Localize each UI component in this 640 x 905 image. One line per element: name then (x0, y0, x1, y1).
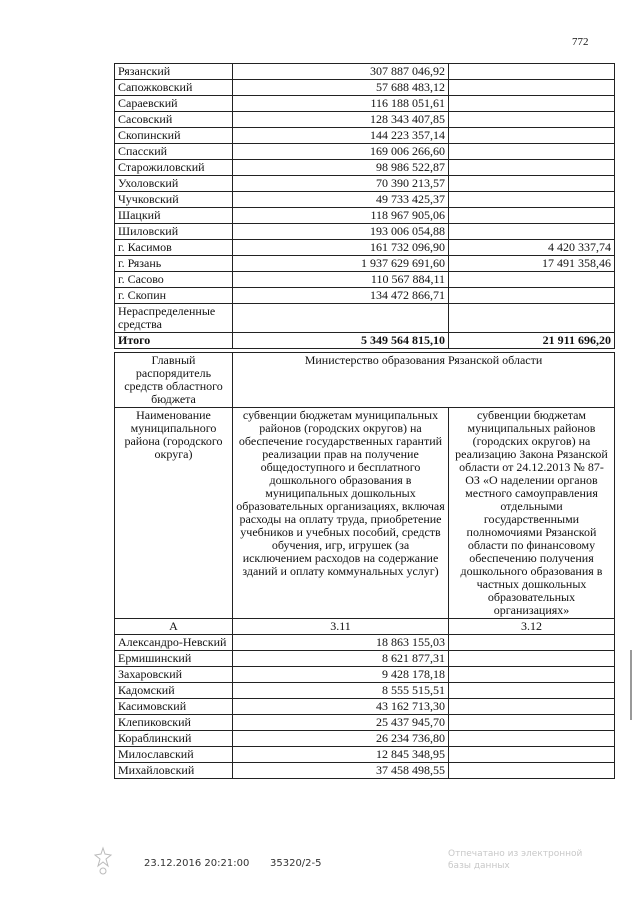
district-name-cell: г. Скопин (115, 288, 233, 304)
amount-cell: 1 937 629 691,60 (233, 256, 449, 272)
watermark-line-2: базы данных (448, 861, 510, 871)
amount-cell (449, 176, 615, 192)
amount-cell: 57 688 483,12 (233, 80, 449, 96)
amount-cell (449, 651, 615, 667)
amount-cell (449, 731, 615, 747)
amount-cell: 18 863 155,03 (233, 635, 449, 651)
amount-cell: 70 390 213,57 (233, 176, 449, 192)
district-name-cell: г. Сасово (115, 272, 233, 288)
table-row (115, 64, 615, 80)
amount-cell: 25 437 945,70 (233, 715, 449, 731)
table-row (115, 112, 615, 128)
table-row (115, 224, 615, 240)
amount-cell (449, 224, 615, 240)
amount-cell (449, 80, 615, 96)
amount-cell (449, 288, 615, 304)
amount-cell: 98 986 522,87 (233, 160, 449, 176)
district-name-cell: Чучковский (115, 192, 233, 208)
district-name-cell: Шацкий (115, 208, 233, 224)
amount-cell (449, 304, 615, 333)
amount-cell: 5 349 564 815,10 (233, 333, 449, 349)
amount-cell (449, 763, 615, 779)
table-row (115, 333, 615, 349)
main-manager-label: Главный распорядитель средств областного бюджета (115, 353, 233, 408)
table-row (115, 683, 615, 699)
amount-cell (449, 699, 615, 715)
code-3-11: 3.11 (233, 619, 449, 635)
district-name-cell: Кадомский (115, 683, 233, 699)
amount-cell (449, 683, 615, 699)
table-row (115, 240, 615, 256)
watermark (448, 848, 582, 872)
district-name-cell: Скопинский (115, 128, 233, 144)
name-column-header: Наименование муниципального района (городского округа) (115, 408, 233, 619)
amount-cell: 116 188 051,61 (233, 96, 449, 112)
amount-cell (449, 715, 615, 731)
table-row (115, 256, 615, 272)
table-row (115, 144, 615, 160)
district-name-cell: Сараевский (115, 96, 233, 112)
district-name-cell: Сасовский (115, 112, 233, 128)
amount-cell: 43 162 713,30 (233, 699, 449, 715)
district-name-cell: Шиловский (115, 224, 233, 240)
district-name-cell: Спасский (115, 144, 233, 160)
amount-cell: 26 234 736,80 (233, 731, 449, 747)
district-name-cell: Ермишинский (115, 651, 233, 667)
stamp-icon (92, 846, 114, 876)
amount-cell: 307 887 046,92 (233, 64, 449, 80)
amount-cell (449, 144, 615, 160)
footer-doc-number: 35320/2-5 (270, 858, 322, 869)
table-row (115, 176, 615, 192)
amount-cell: 12 845 348,95 (233, 747, 449, 763)
column-3-11-header: субвенции бюджетам муниципальных районов (городских округов) на обеспечение государственных гарантий реализации прав на получение общедоступного и бесплатного дошкольного образования в муниципальных дошкольных образовательных организациях, включая расходы на оплату труда, приобретение учебников и учебных пособий, средств обучения, игр, игрушек (за исключением расходов на содержание зданий и оплату коммунальных услуг) (233, 408, 449, 619)
district-name-cell: Ухоловский (115, 176, 233, 192)
table-row (115, 128, 615, 144)
amount-cell: 193 006 054,88 (233, 224, 449, 240)
district-name-cell: Захаровский (115, 667, 233, 683)
table-row (115, 192, 615, 208)
table-row (115, 635, 615, 651)
code-row (115, 619, 615, 635)
district-name-cell: Старожиловский (115, 160, 233, 176)
subvention-table (114, 352, 615, 779)
district-name-cell: Нераспределенные средства (115, 304, 233, 333)
amount-cell: 8 621 877,31 (233, 651, 449, 667)
amount-cell: 8 555 515,51 (233, 683, 449, 699)
district-name-cell: Александро-Невский (115, 635, 233, 651)
amount-cell: 9 428 178,18 (233, 667, 449, 683)
table-row (115, 715, 615, 731)
amount-cell (449, 112, 615, 128)
watermark-line-1: Отпечатано из электронной (448, 849, 583, 859)
district-name-cell: Михайловский (115, 763, 233, 779)
table-row (115, 651, 615, 667)
table-row (115, 667, 615, 683)
amount-cell (449, 64, 615, 80)
amount-cell (449, 96, 615, 112)
amount-cell (449, 192, 615, 208)
table-row (115, 160, 615, 176)
main-manager-value: Министерство образования Рязанской области (233, 353, 615, 408)
code-a: А (115, 619, 233, 635)
table-row (115, 747, 615, 763)
table-row (115, 80, 615, 96)
amount-cell: 17 491 358,46 (449, 256, 615, 272)
amount-cell (449, 128, 615, 144)
district-name-cell: г. Рязань (115, 256, 233, 272)
amount-cell: 144 223 357,14 (233, 128, 449, 144)
table-row (115, 763, 615, 779)
amount-cell (449, 160, 615, 176)
district-name-cell: г. Касимов (115, 240, 233, 256)
table-row (115, 304, 615, 333)
district-name-cell: Рязанский (115, 64, 233, 80)
amount-cell (449, 747, 615, 763)
district-name-cell: Клепиковский (115, 715, 233, 731)
code-3-12: 3.12 (449, 619, 615, 635)
amount-cell: 134 472 866,71 (233, 288, 449, 304)
table-row (115, 208, 615, 224)
amount-cell (449, 667, 615, 683)
footer-datetime: 23.12.2016 20:21:00 (144, 858, 250, 869)
amount-cell (233, 304, 449, 333)
amount-cell: 161 732 096,90 (233, 240, 449, 256)
amount-cell: 169 006 266,60 (233, 144, 449, 160)
amount-cell: 49 733 425,37 (233, 192, 449, 208)
table-row (115, 96, 615, 112)
table-row (115, 288, 615, 304)
allocation-table-continued (114, 63, 615, 349)
table-row (115, 731, 615, 747)
amount-cell: 118 967 905,06 (233, 208, 449, 224)
amount-cell: 110 567 884,11 (233, 272, 449, 288)
district-name-cell: Кораблинский (115, 731, 233, 747)
main-manager-row (115, 353, 615, 408)
amount-cell (449, 272, 615, 288)
district-name-cell: Сапожковский (115, 80, 233, 96)
table-row (115, 272, 615, 288)
amount-cell (449, 208, 615, 224)
amount-cell (449, 635, 615, 651)
column-3-12-header: субвенции бюджетам муниципальных районов (городских округов) на реализацию Закона Рязанской области от 24.12.2013 № 87-ОЗ «О наделении органов местного самоуправления отдельными государственными полномочиями Рязанской области по финансовому обеспечению получения дошкольного образования в частных дошкольных образовательных организациях» (449, 408, 615, 619)
district-name-cell: Касимовский (115, 699, 233, 715)
header-row (115, 408, 615, 619)
page-number: 772 (572, 36, 589, 48)
district-name-cell: Милославский (115, 747, 233, 763)
district-name-cell: Итого (115, 333, 233, 349)
amount-cell: 4 420 337,74 (449, 240, 615, 256)
amount-cell: 21 911 696,20 (449, 333, 615, 349)
edge-mark (630, 650, 632, 720)
amount-cell: 37 458 498,55 (233, 763, 449, 779)
table-row (115, 699, 615, 715)
amount-cell: 128 343 407,85 (233, 112, 449, 128)
